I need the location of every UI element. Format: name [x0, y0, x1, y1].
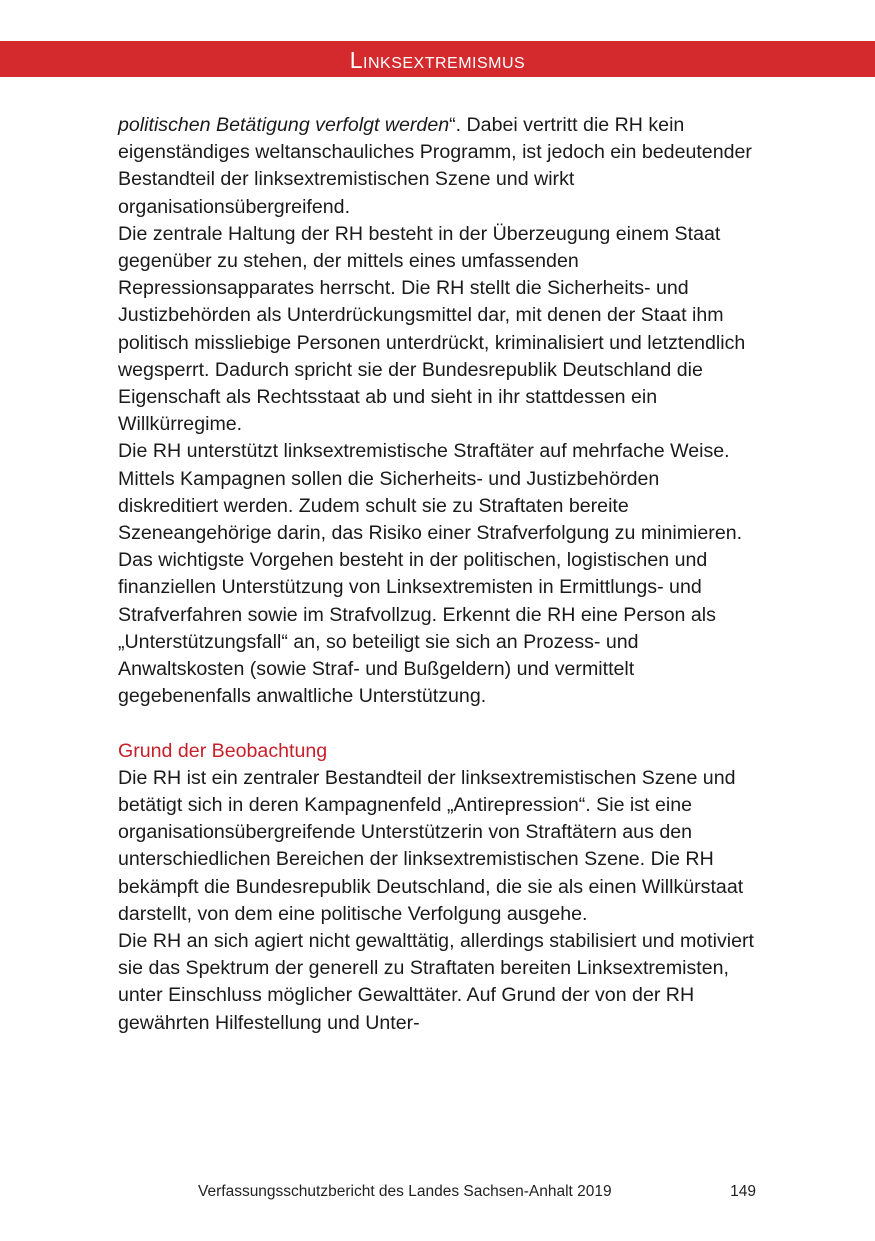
chapter-header-bar: [0, 41, 875, 77]
paragraph-text: “. Dabei vertritt die RH kein eigenständiges weltanschauliches Programm, ist jedoch ein bedeutender Bestandteil der linksextremistischen Szene und wirkt organisationsübergreifend.: [118, 114, 752, 218]
paragraph: [118, 112, 758, 221]
page-number: 149: [730, 1183, 756, 1200]
section-heading: Grund der Beobachtung: [118, 739, 328, 762]
paragraph: Die zentrale Haltung der RH besteht in der Überzeugung einem Staat gegenüber zu stehen, der mittels eines umfassenden Repressionsapparates herrscht. Die RH stellt die Sicherheits- und Justizbehörden als Unterdrückungsmittel dar, mit denen der Staat ihm politisch missliebige Personen unterdrückt, kriminalisiert und letztendlich wegsperrt. Dadurch spricht sie der Bundesrepublik Deutschland die Eigenschaft als Rechtsstaat ab und sieht in ihr stattdessen ein Willkürregime.: [118, 222, 746, 436]
italic-quote: politischen Betätigung verfolgt werden: [118, 114, 450, 136]
footer-title: Verfassungsschutzbericht des Landes Sachsen-Anhalt 2019: [198, 1183, 612, 1200]
paragraph: Die RH an sich agiert nicht gewalttätig, allerdings stabilisiert und motiviert sie das Spektrum der generell zu Straftaten bereiten Linksextremisten, unter Einschluss möglicher Gewalttäter. Auf Grund der von der RH gewährten Hilfestellung und Unter-: [118, 930, 754, 1034]
page-body: [118, 112, 758, 1037]
paragraph: Die RH ist ein zentraler Bestandteil der linksextremistischen Szene und betätigt sich in deren Kampagnenfeld „Antirepression“. Sie ist eine organisationsübergreifende Unterstützerin von Straftätern aus den unterschiedlichen Bereichen der linksextremistischen Szene. Die RH bekämpft die Bundesrepublik Deutschland, die sie als einen Willkürstaat darstellt, von dem eine politische Verfolgung ausgehe.: [118, 766, 744, 925]
paragraph-spacer: [118, 710, 758, 737]
chapter-title: Linksextremismus: [349, 47, 526, 73]
paragraph: Die RH unterstützt linksextremistische Straftäter auf mehrfache Weise. Mittels Kampagnen sollen die Sicherheits- und Justizbehörden diskreditiert werden. Zudem schult sie zu Straftaten bereite Szeneangehörige darin, das Risiko einer Strafverfolgung zu minimieren. Das wichtigste Vorgehen besteht in der politischen, logistischen und finanziellen Unterstützung von Linksextremisten in Ermittlungs- und Strafverfahren sowie im Strafvollzug. Erkennt die RH eine Person als „Unterstützungsfall“ an, so beteiligt sie sich an Prozess- und Anwaltskosten (sowie Straf- und Bußgeldern) und vermittelt gegebenenfalls anwaltliche Unterstützung.: [118, 440, 743, 708]
